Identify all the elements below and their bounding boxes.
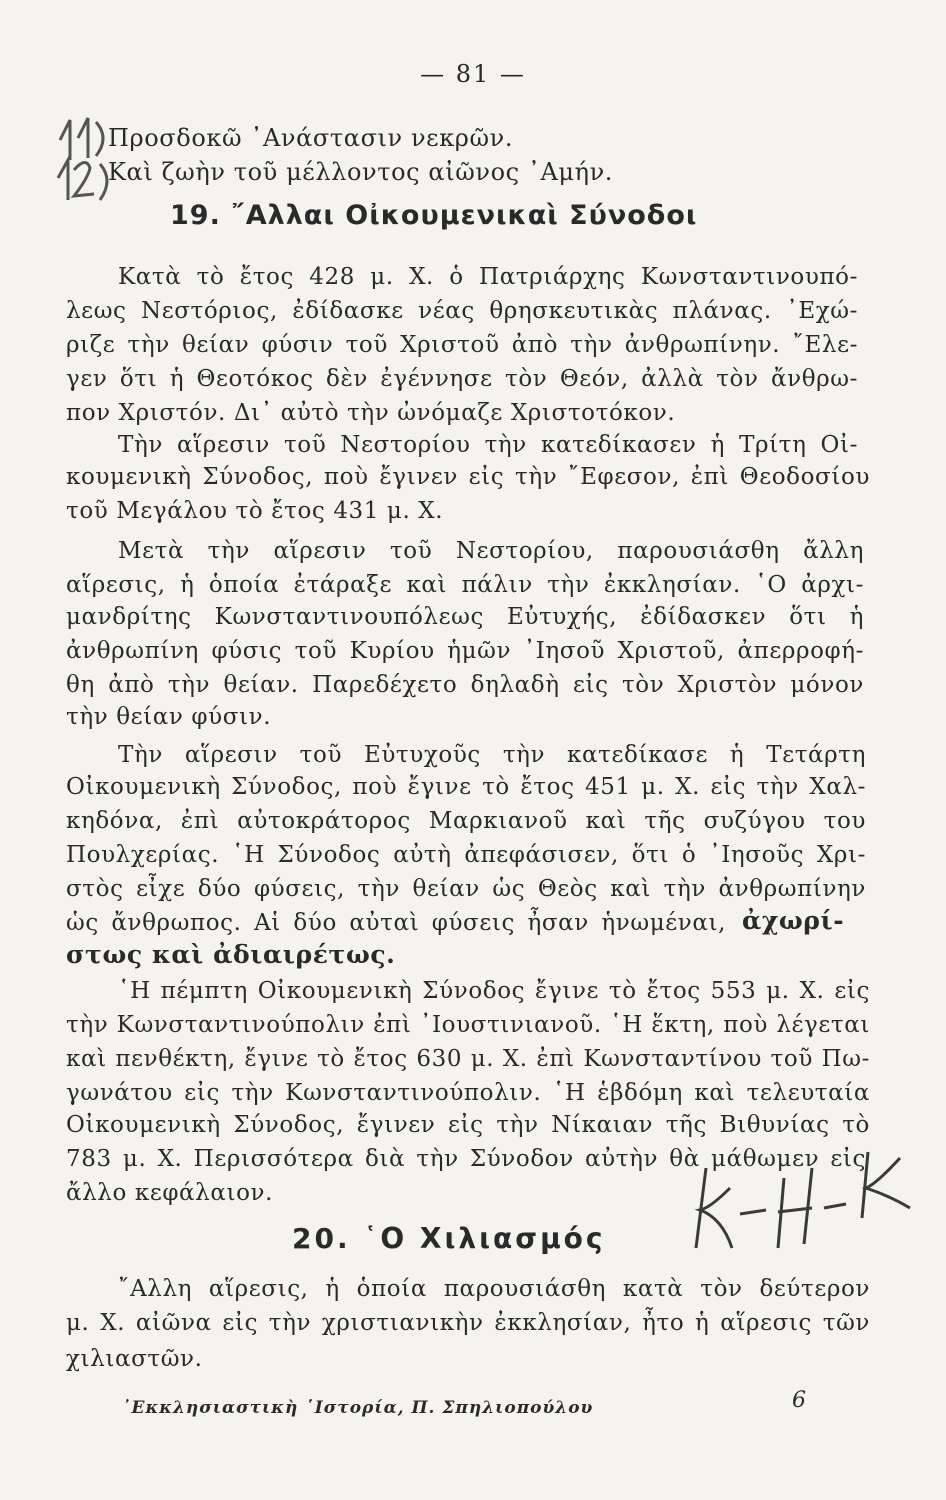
footer-citation: ᾽Εκκλησιαστικὴ ῾Ιστορία, Π. Σπηλιοπούλου xyxy=(122,1398,594,1418)
creed-line: Καὶ ζωὴν τοῦ μέλλοντος αἰῶνος ᾽Αμήν. xyxy=(108,158,614,186)
body-line: ριζε τὴν θείαν φύσιν τοῦ Χριστοῦ ἀπὸ τὴν ἀνθρωπίνην. ῎Ελε- xyxy=(66,332,858,358)
section-heading-20: 20. ῾Ο Χιλιασμός xyxy=(292,1222,606,1255)
body-line: γεν ὅτι ἡ Θεοτόκος δὲν ἐγέννησε τὸν Θεόν, ἀλλὰ τὸν ἄνθρω- xyxy=(66,366,858,392)
section-heading-19: 19. ῎Αλλαι Οἰκουμενικαὶ Σύνοδοι xyxy=(170,200,698,231)
body-line: Τὴν αἵρεσιν τοῦ Εὐτυχοῦς τὴν κατεδίκασε ἡ Τετάρτη xyxy=(118,742,866,768)
body-line: Οἰκουμενικὴ Σύνοδος, ποὺ ἔγινε τὸ ἔτος 451 μ. Χ. εἰς τὴν Χαλ- xyxy=(66,774,866,800)
body-line: Κατὰ τὸ ἔτος 428 μ. Χ. ὁ Πατριάρχης Κωνσταντινουπό- xyxy=(118,264,858,290)
body-line: καὶ πενθέκτη, ἔγινε τὸ ἔτος 630 μ. Χ. ἐπὶ Κωνσταντίνου τοῦ Πω- xyxy=(66,1046,870,1072)
body-line: κουμενικὴ Σύνοδος, ποὺ ἔγινεν εἰς τὴν ῎Εφεσον, ἐπὶ Θεοδοσίου xyxy=(66,464,870,490)
body-line: λεως Νεστόριος, ἐδίδασκε νέας θρησκευτικὰς πλάνας. ᾽Εχώ- xyxy=(66,298,858,324)
body-line: θη ἀπὸ τὴν θείαν. Παρεδέχετο δηλαδὴ εἰς τὸν Χριστὸν μόνον xyxy=(66,672,864,698)
body-line: ἀνθρωπίνη φύσις τοῦ Κυρίου ἡμῶν ᾽Ιησοῦ Χριστοῦ, ἀπερροφή- xyxy=(66,638,864,664)
body-line: κηδόνα, ἐπὶ αὐτοκράτορος Μαρκιανοῦ καὶ τῆς συζύγου του xyxy=(66,808,866,834)
emphasis-text: στως καὶ ἀδιαιρέτως. xyxy=(66,940,396,969)
body-line: ῎Αλλη αἵρεσις, ἡ ὁποία παρουσιάσθη κατὰ τὸν δεύτερον xyxy=(118,1276,870,1302)
body-line: ἄλλο κεφάλαιον. xyxy=(66,1180,274,1206)
body-line: Πουλχερίας. ῾Η Σύνοδος αὐτὴ ἀπεφάσισεν, ὅτι ὁ ᾽Ιησοῦς Χρι- xyxy=(66,842,866,868)
body-line: μανδρίτης Κωνσταντινουπόλεως Εὐτυχής, ἐδίδασκεν ὅτι ἡ xyxy=(66,604,864,630)
emphasis-text: ἀχωρί- xyxy=(742,906,845,935)
body-line: αἵρεσις, ἡ ὁποία ἐτάραξε καὶ πάλιν τὴν ἐκκλησίαν. ῾Ο ἀρχι- xyxy=(66,572,864,598)
body-line: μ. Χ. αἰῶνα εἰς τὴν χριστιανικὴν ἐκκλησίαν, ἦτο ἡ αἵρεσις τῶν xyxy=(66,1310,870,1336)
creed-line: Προσδοκῶ ᾽Ανάστασιν νεκρῶν. xyxy=(108,124,514,152)
body-line: πον Χριστόν. Δι᾽ αὐτὸ τὴν ὠνόμαζε Χριστοτόκον. xyxy=(66,400,676,426)
body-line: Οἰκουμενικὴ Σύνοδος, ἔγινεν εἰς τὴν Νίκαιαν τῆς Βιθυνίας τὸ xyxy=(66,1112,870,1138)
body-line: ὡς ἄνθρωπος. Αἱ δύο αὐταὶ φύσεις ἦσαν ἡνωμέναι, xyxy=(66,910,726,936)
body-line: τοῦ Μεγάλου τὸ ἔτος 431 μ. Χ. xyxy=(66,498,444,524)
body-line: ῾Η πέμπτη Οἰκουμενικὴ Σύνοδος ἔγινε τὸ ἔτος 553 μ. Χ. εἰς xyxy=(118,978,870,1004)
handwritten-scribble xyxy=(680,1148,920,1258)
body-line: Τὴν αἵρεσιν τοῦ Νεστορίου τὴν κατεδίκασεν ἡ Τρίτη Οἰ- xyxy=(118,432,858,458)
body-line: τὴν Κωνσταντινούπολιν ἐπὶ ᾽Ιουστινιανοῦ. ῾Η ἕκτη, ποὺ λέγεται xyxy=(66,1012,870,1038)
body-line: Μετὰ τὴν αἵρεσιν τοῦ Νεστορίου, παρουσιάσθη ἄλλη xyxy=(118,538,864,564)
body-line: χιλιαστῶν. xyxy=(66,1346,203,1372)
page-number: — 81 — xyxy=(420,60,526,88)
body-line: στὸς εἶχε δύο φύσεις, τὴν θείαν ὡς Θεὸς καὶ τὴν ἀνθρωπίνην xyxy=(66,876,866,902)
body-line: τὴν θείαν φύσιν. xyxy=(66,704,272,730)
body-line: γωνάτου εἰς τὴν Κωνσταντινούπολιν. ῾Η ἑβδόμη καὶ τελευταία xyxy=(66,1080,870,1106)
body-line: 783 μ. Χ. Περισσότερα διὰ τὴν Σύνοδον αὐτὴν θὰ μάθωμεν εἰς xyxy=(66,1146,866,1172)
signature-mark: 6 xyxy=(792,1388,806,1413)
